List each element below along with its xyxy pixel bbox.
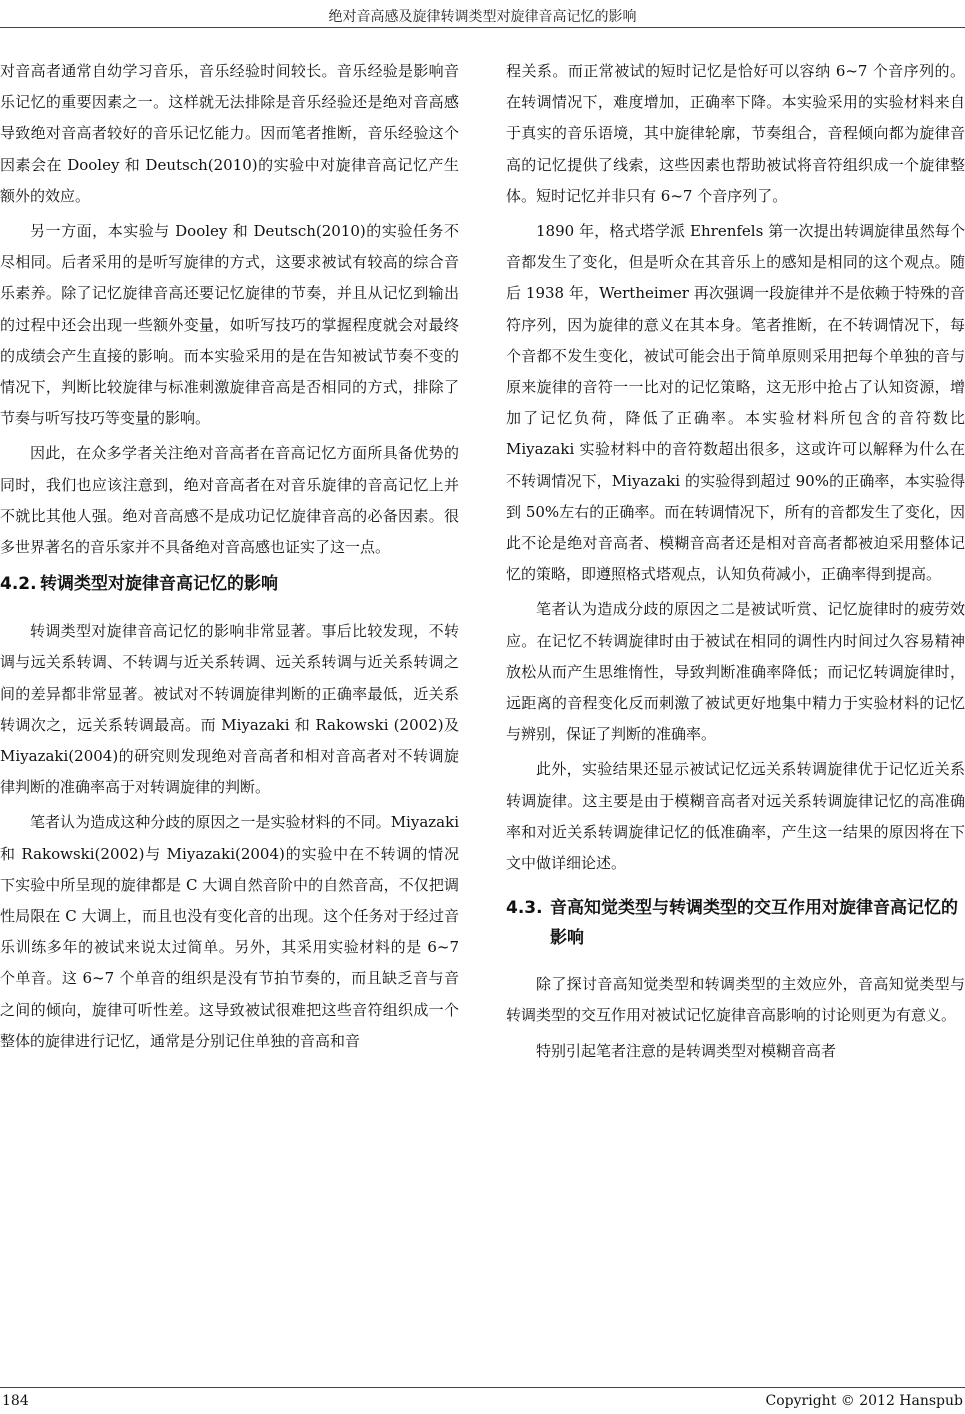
paragraph: 笔者认为造成分歧的原因之二是被试听赏、记忆旋律时的疲劳效应。在记忆不转调旋律时由于被试在相同的调性内时间过久容易精神放松从而产生思维惰性，导致判断准确率降低；而记忆转调旋律时，远距离的音程变化反而刺激了被试更好地集中精力于实验材料的记忆与辨别，保证了判断的准确率。 bbox=[506, 600, 965, 744]
section-title: 转调类型对旋律音高记忆的影响 bbox=[40, 574, 278, 595]
section-heading-4-2 bbox=[0, 569, 459, 600]
copyright-notice: Copyright © 2012 Hanspub bbox=[765, 1393, 963, 1409]
paragraph: 程关系。而正常被试的短时记忆是恰好可以容纳 6~7 个音序列的。在转调情况下，难度增加，正确率下降。本实验采用的实验材料来自于真实的音乐语境，其中旋律轮廓，节奏组合，音程倾向都为旋律音高的记忆提供了线索，这些因素也帮助被试将音符组织成一个旋律整体。短时记忆并非只有 6~7 个音序列了。 bbox=[506, 62, 965, 205]
page-number: 184 bbox=[2, 1393, 29, 1409]
paragraph: 此外，实验结果还显示被试记忆远关系转调旋律优于记忆近关系转调旋律。这主要是由于模糊音高者对远关系转调旋律记忆的高准确率和对近关系转调旋律记忆的低准确率，产生这一结果的原因将在下文中做详细论述。 bbox=[506, 760, 965, 873]
section-heading-4-3 bbox=[506, 893, 965, 953]
running-header: 绝对音高感及旋律转调类型对旋律音高记忆的影响 bbox=[328, 9, 637, 25]
paragraph: 1890 年，格式塔学派 Ehrenfels 第一次提出转调旋律虽然每个音都发生了变化，但是听众在其音乐上的感知是相同的这个观点。随后 1938 年，Wertheimer 再次强调一段旋律并不是依赖于特殊的音符序列，因为旋律的意义在其本身。笔者推断，在不转调情况下，每个音都不发生变化，被试可能会出于简单原则采用把每个单独的音与原来旋律的音符一一比对的记忆策略，这无形中抢占了认知资源，增加了记忆负荷，降低了正确率。本实验材料所包含的音符数比 Miyazaki 实验材料中的音符数超出很多，这或许可以解释为什么在不转调情况下，Miyazaki 的实验得到超过 90%的正确率，本实验得到 50%左右的正确率。而在转调情况下，所有的音都发生了变化，因此不论是绝对音高者、模糊音高者还是相对音高者都被迫采用整体记忆的策略，即遵照格式塔观点，认知负荷减小，正确率得到提高。 bbox=[506, 222, 965, 584]
paragraph: 特别引起笔者注意的是转调类型对模糊音高者 bbox=[536, 1041, 837, 1060]
header-rule bbox=[0, 27, 965, 28]
paragraph: 因此，在众多学者关注绝对音高者在音高记忆方面所具备优势的同时，我们也应该注意到，绝对音高者在对音乐旋律的音高记忆上并不就比其他人强。绝对音高感不是成功记忆旋律音高的必备因素。很多世界著名的音乐家并不具备绝对音高感也证实了这一点。 bbox=[0, 444, 459, 557]
paragraph: 转调类型对旋律音高记忆的影响非常显著。事后比较发现，不转调与远关系转调、不转调与近关系转调、远关系转调与近关系转调之间的差异都非常显著。被试对不转调旋律判断的正确率最低，近关系转调次之，远关系转调最高。而 Miyazaki 和 Rakowski (2002)及 Miyazaki(2004)的研究则发现绝对音高者和相对音高者对不转调旋律判断的准确率高于对转调旋律的判断。 bbox=[0, 622, 459, 797]
footer-rule bbox=[0, 1387, 965, 1388]
right-column bbox=[506, 56, 965, 1071]
paragraph: 对音高者通常自幼学习音乐，音乐经验时间较长。音乐经验是影响音乐记忆的重要因素之一。这样就无法排除是音乐经验还是绝对音高感导致绝对音高者较好的音乐记忆能力。因而笔者推断，音乐经验这个因素会在 Dooley 和 Deutsch(2010)的实验中对旋律音高记忆产生额外的效应。 bbox=[0, 62, 459, 205]
paragraph: 笔者认为造成这种分歧的原因之一是实验材料的不同。Miyazaki 和 Rakowski(2002)与 Miyazaki(2004)的实验中在不转调的情况下实验中所呈现的旋律都是 C 大调自然音阶中的自然音高，不仅把调性局限在 C 大调上，而且也没有变化音的出现。这个任务对于经过音乐训练多年的被试来说太过简单。另外，其采用实验材料的是 6~7 个单音。这 6~7 个单音的组织是没有节拍节奏的，而且缺乏音与音之间的倾向，旋律可听性差。这导致被试很难把这些音符组织成一个整体的旋律进行记忆，通常是分别记住单独的音高和音 bbox=[0, 813, 459, 1050]
paragraph: 另一方面，本实验与 Dooley 和 Deutsch(2010)的实验任务不尽相同。后者采用的是听写旋律的方式，这要求被试有较高的综合音乐素养。除了记忆旋律音高还要记忆旋律的节奏，并且从记忆到输出的过程中还会出现一些额外变量，如听写技巧的掌握程度就会对最终的成绩会产生直接的影响。而本实验采用的是在告知被试节奏不变的情况下，判断比较旋律与标准刺激旋律音高是否相同的方式，排除了节奏与听写技巧等变量的影响。 bbox=[0, 222, 459, 428]
left-column bbox=[0, 56, 459, 1061]
paragraph: 除了探讨音高知觉类型和转调类型的主效应外，音高知觉类型与转调类型的交互作用对被试记忆旋律音高影响的讨论则更为有意义。 bbox=[506, 975, 965, 1025]
section-title: 音高知觉类型与转调类型的交互作用对旋律音高记忆的影响 bbox=[550, 898, 958, 949]
section-number: 4.2. bbox=[0, 574, 37, 595]
section-number: 4.3. bbox=[506, 898, 543, 919]
